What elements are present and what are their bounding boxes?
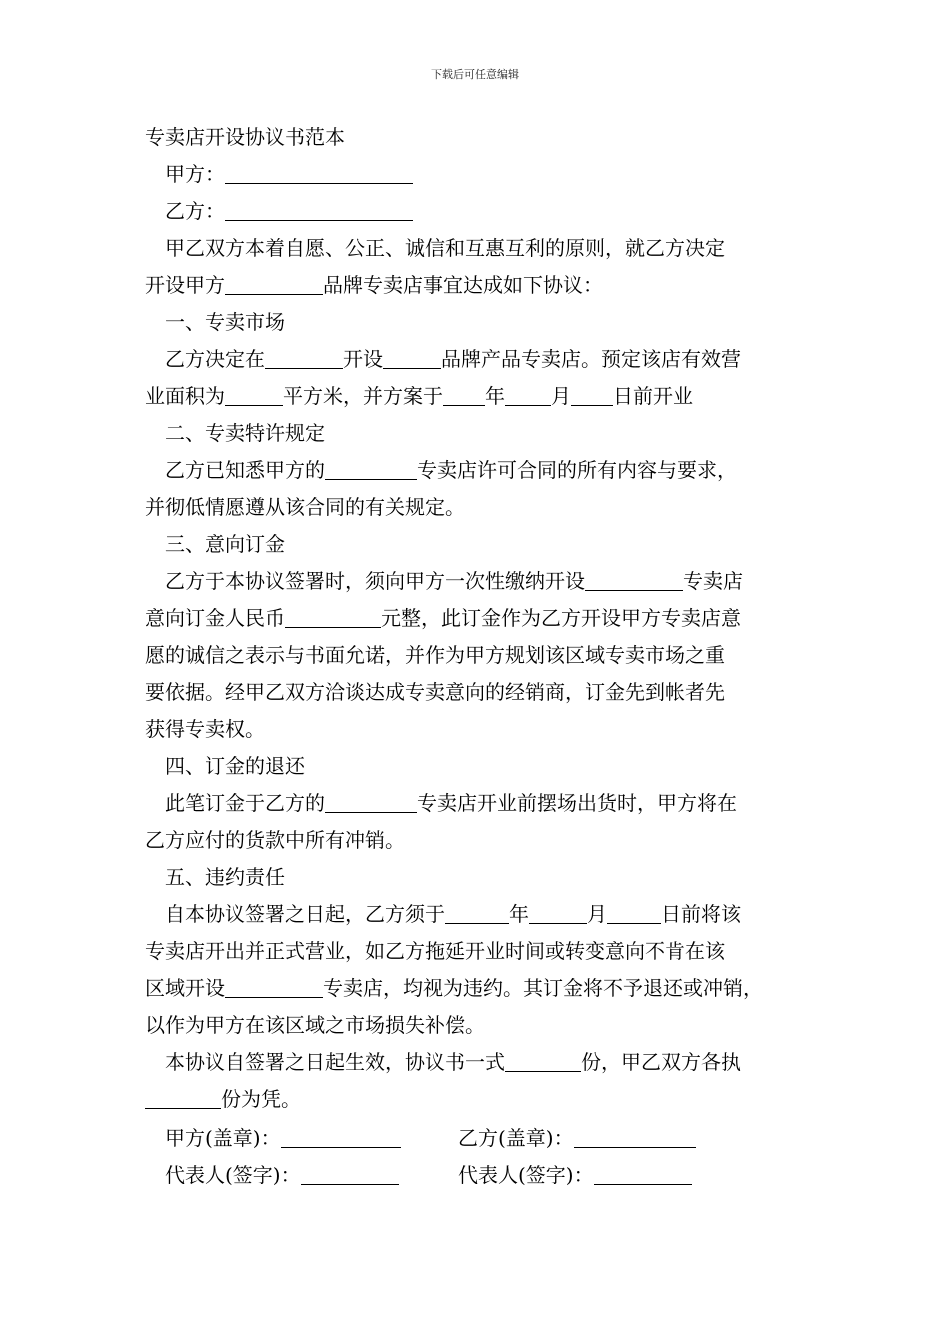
party-a-representative: 代表人(签字)：: [165, 1157, 399, 1194]
section-5-line-4: 以作为甲方在该区域之市场损失补偿。: [145, 1013, 485, 1037]
intro-line-1: 甲乙双方本着自愿、公正、诚信和互惠互利的原则，就乙方决定: [165, 236, 725, 260]
copies-blank: [505, 1049, 581, 1072]
year-blank: [445, 901, 509, 924]
party-b-representative: 代表人(签字)：: [458, 1157, 692, 1194]
section-1-heading: 一、专卖市场: [165, 310, 285, 334]
store-blank: [225, 975, 323, 998]
brand-blank: [225, 272, 323, 295]
month-blank: [505, 383, 551, 406]
document-title: 专卖店开设协议书范本: [145, 125, 345, 149]
section-4-heading: 四、订金的退还: [165, 754, 305, 778]
section-3-line-5: 获得专卖权。: [145, 717, 265, 741]
closing-line-2: 份为凭。: [145, 1081, 810, 1118]
page-header: 下载后可任意编辑: [431, 68, 519, 81]
section-2-line-2: 并彻低情愿遵从该合同的有关规定。: [145, 495, 465, 519]
party-a-label: 甲方：: [165, 162, 225, 186]
party-b-blank: [225, 198, 413, 221]
section-3-line-2: 意向订金人民币 元整，此订金作为乙方开设甲方专卖店意: [145, 606, 741, 630]
section-4-line-1: 此笔订金于乙方的 专卖店开业前摆场出货时，甲方将在: [165, 791, 737, 815]
section-5-heading: 五、违约责任: [165, 865, 285, 889]
party-b-seal: 乙方(盖章)：: [458, 1120, 696, 1157]
section-3-line-4: 要依据。经甲乙双方洽谈达成专卖意向的经销商，订金先到帐者先: [145, 680, 725, 704]
party-b-seal-blank: [574, 1125, 696, 1148]
document-body: [145, 119, 810, 1118]
location-blank: [265, 346, 343, 369]
section-3-heading: 三、意向订金: [165, 532, 285, 556]
month-blank: [529, 901, 587, 924]
deposit-amount-blank: [285, 605, 381, 628]
store-blank: [585, 568, 683, 591]
section-3-line-3: 愿的诚信之表示与书面允诺，并作为甲方规划该区域专卖市场之重: [145, 643, 725, 667]
day-blank: [607, 901, 661, 924]
section-5-line-3: 区域开设 专卖店，均视为违约。其订金将不予退还或冲销，: [145, 976, 763, 1000]
party-b-line: [145, 193, 810, 230]
area-blank: [225, 383, 283, 406]
party-a-name-blank: [325, 457, 417, 480]
section-4-line-2: 乙方应付的货款中所有冲销。: [145, 828, 405, 852]
intro-line-2: 开设甲方 品牌专卖店事宜达成如下协议：: [145, 273, 603, 297]
party-a-blank: [225, 161, 413, 184]
day-blank: [571, 383, 613, 406]
party-a-line: [145, 156, 810, 193]
section-1-line-2: 业面积为 平方米，并方案于 年 月 日前开业: [145, 384, 693, 408]
party-a-rep-blank: [301, 1162, 399, 1185]
year-blank: [443, 383, 485, 406]
party-a-seal-blank: [281, 1125, 401, 1148]
section-3-line-1: 乙方于本协议签署时，须向甲方一次性缴纳开设 专卖店: [165, 569, 743, 593]
brand-blank: [383, 346, 441, 369]
closing-line-1: 本协议自签署之日起生效，协议书一式 份，甲乙双方各执: [165, 1050, 741, 1074]
store-blank: [325, 790, 417, 813]
section-2-line-1: 乙方已知悉甲方的 专卖店许可合同的所有内容与要求，: [165, 458, 737, 482]
party-b-label: 乙方：: [165, 199, 225, 223]
section-5-line-2: 专卖店开出并正式营业，如乙方拖延开业时间或转变意向不肯在该: [145, 939, 725, 963]
party-a-seal: 甲方(盖章)：: [165, 1120, 401, 1157]
section-1-line-1: 乙方决定在 开设 品牌产品专卖店。预定该店有效营: [165, 347, 741, 371]
party-b-rep-blank: [594, 1162, 692, 1185]
section-2-heading: 二、专卖特许规定: [165, 421, 325, 445]
copies-each-blank: [145, 1086, 221, 1109]
section-5-line-1: 自本协议签署之日起，乙方须于 年 月 日前将该: [165, 902, 741, 926]
